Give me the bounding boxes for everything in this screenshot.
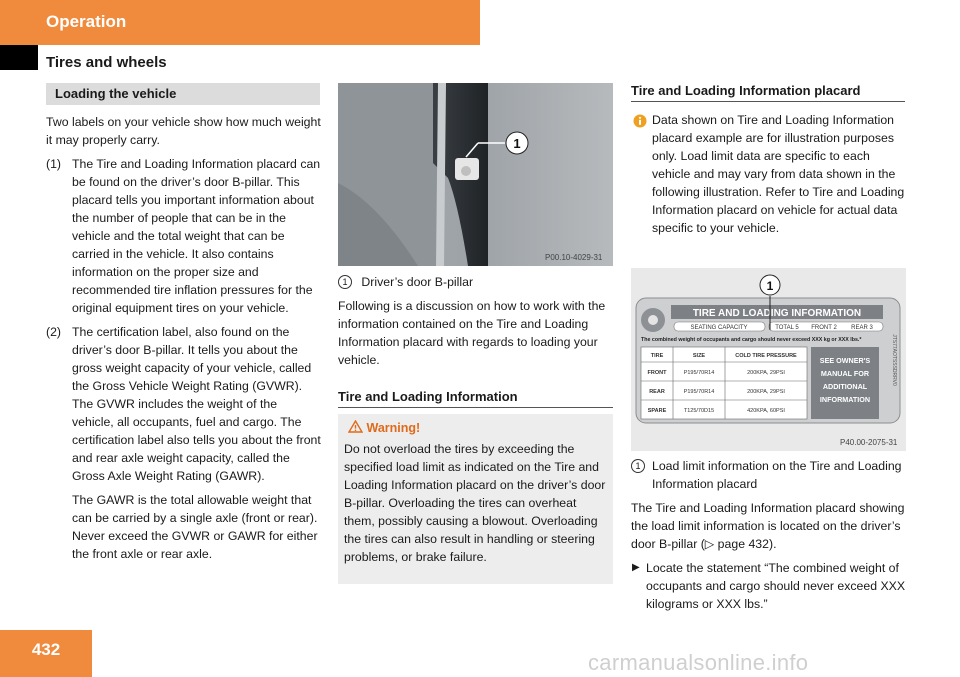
header-marker	[0, 45, 38, 70]
info-icon	[633, 114, 647, 133]
warning-title	[348, 420, 420, 435]
warning-label: Warning!	[366, 421, 421, 435]
b-pillar-photo	[338, 83, 613, 266]
row-size: P195/70R14	[683, 389, 715, 395]
col-pressure: COLD TIRE PRESSURE	[735, 353, 797, 359]
caption-number: 1	[338, 275, 352, 289]
see-owners-line: MANUAL FOR	[820, 369, 870, 378]
subsection-title: Tires and wheels	[46, 54, 167, 71]
warning-text: Do not overload the tires by exceeding the specified load limit as indicated on the Tire and Loading Information placard on the driver’s door B-pillar. Overloading the tires can overheat them, possibly causing a blowout. Overloading the tires can also result in handling or steering problems, or brake failure.	[344, 442, 606, 564]
caption-text: Driver’s door B-pillar	[361, 275, 474, 289]
loading-heading: Loading the vehicle	[46, 83, 320, 105]
item-number: (2)	[46, 325, 62, 339]
seating-rear: REAR 3	[851, 325, 873, 331]
column-3	[631, 457, 909, 613]
tire-info-heading: Tire and Loading Information	[338, 389, 613, 408]
row-size: T125/70D15	[683, 408, 715, 414]
row-tire: FRONT	[647, 370, 667, 376]
caption-number: 1	[631, 459, 645, 473]
bullet-item	[631, 559, 909, 613]
page-number: 432	[31, 640, 61, 659]
col-tire: TIRE	[650, 353, 664, 359]
column-2	[338, 273, 616, 369]
photo-callout: 1	[513, 136, 521, 151]
bullet-text: Locate the statement “The combined weight of occupants and cargo should never exceed XXX kilograms or XXX lbs.”	[646, 561, 906, 611]
see-owners-line: ADDITIONAL	[822, 382, 868, 391]
placard-title: TIRE AND LOADING INFORMATION	[692, 308, 862, 319]
row-tire: REAR	[649, 389, 665, 395]
col-size: SIZE	[692, 353, 706, 359]
placard-caption	[631, 457, 909, 493]
item-text: The Tire and Loading Information placard can be found on the driver’s door B-pillar. This placard tells you important information about the number of people that can be in the vehicle and the total weight that can be carried in the vehicle. It also contains information on the proper size and recommended tire inflation pressures for the original equipment tires on your vehicle.	[72, 157, 321, 315]
seating-total: TOTAL 5	[775, 325, 799, 331]
watermark: carmanualsonline.info	[588, 650, 809, 675]
row-pressure: 420KPA, 60PSI	[747, 408, 785, 414]
gawr-text: The GAWR is the total allowable weight that can be carried by a single axle (front or rear). Never exceed the GVWR or GAWR for either the front axle or rear axle.	[72, 493, 318, 561]
see-owners-line: SEE OWNER'S	[819, 356, 871, 365]
warning-icon	[348, 420, 363, 433]
row-size: P195/70R14	[683, 370, 715, 376]
combined-statement: The combined weight of occupants and cargo should never exceed XXX kg or XXX lbs.*	[641, 337, 862, 343]
row-tire: SPARE	[647, 408, 667, 414]
caption-text: Load limit information on the Tire and Loading Information placard	[652, 459, 902, 491]
see-owners-line: INFORMATION	[819, 395, 871, 404]
info-note: Data shown on Tire and Loading Information placard example are for illustration purposes only. Load limit data are specific to each vehicle and may vary from data shown in the following illustration. Refer to Tire and Loading Information placard on vehicle for actual data specific to your vehicle.	[652, 113, 905, 235]
loading-intro: Two labels on your vehicle show how much weight it may properly carry.	[46, 115, 321, 147]
list-item	[46, 155, 322, 317]
item-text: The certification label, also found on the driver’s door B-pillar. It tells you about the gross weight capacity of your vehicle, called the Gross Vehicle Weight Rating (GVWR). The GVWR includes the weight of the vehicle, all occupants, fuel and cargo. The certification label also tells you about the front and rear axle weight capacity, called the Gross Axle Weight Rating (GAWR).	[72, 325, 321, 483]
photo-code: P00.10-4029-31	[545, 253, 603, 262]
placard-code: P40.00-2075-31	[840, 438, 898, 447]
placard-image	[631, 268, 906, 451]
placard-callout: 1	[766, 279, 774, 293]
item-number: (1)	[46, 157, 62, 171]
discussion-paragraph: Following is a discussion on how to work with the information contained on the Tire and Loading Information placard with regards to loading your vehicle.	[338, 299, 606, 367]
row-pressure: 200KPA, 29PSI	[747, 389, 785, 395]
row-pressure: 200KPA, 29PSI	[747, 370, 785, 376]
section-title: Operation	[46, 12, 127, 31]
photo-caption	[338, 273, 616, 291]
seating-label: SEATING CAPACITY	[690, 325, 748, 331]
side-code: JTS77AOTSSSDRRV0	[891, 334, 897, 386]
seating-front: FRONT 2	[811, 325, 837, 331]
list-item	[46, 323, 322, 563]
placard-paragraph: The Tire and Loading Information placard showing the load limit information is located on the driver’s door B-pillar (▷ page 432).	[631, 501, 905, 551]
placard-heading: Tire and Loading Information placard	[631, 83, 905, 102]
column-1	[46, 113, 322, 563]
bullet-arrow-icon: ▶	[632, 562, 640, 573]
